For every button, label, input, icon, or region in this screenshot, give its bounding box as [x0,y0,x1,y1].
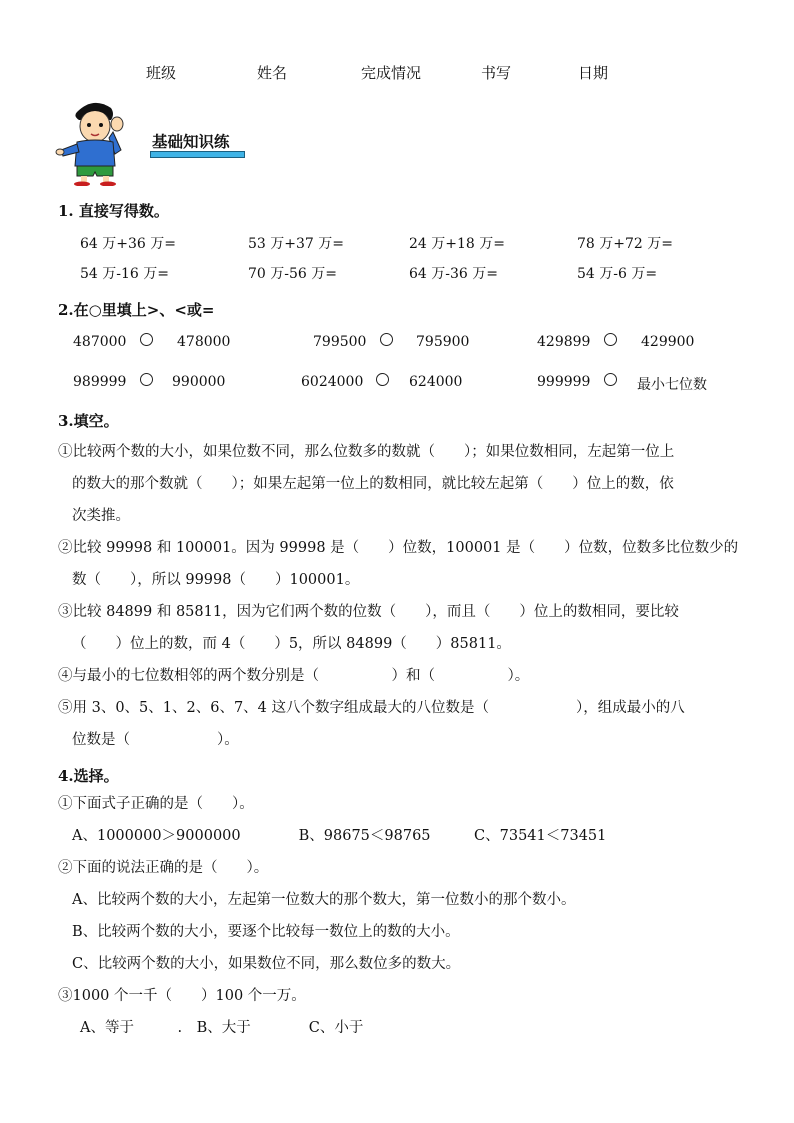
q2-right-number: 478000 [177,334,231,350]
q4-line: ②下面的说法正确的是（ ）。 [58,860,269,876]
compare-circle-icon[interactable] [376,373,389,386]
q2-right-number: 429900 [641,334,695,350]
q3-line: ②比较 99998 和 100001。因为 99998 是（ ）位数，100001 是（ ）位数，位数多比位数少的 [58,540,739,556]
date-label: 日期 [578,64,609,82]
q2-title: 2.在○里填上>、<或= [58,301,215,319]
q2-right-number: 795900 [416,334,470,350]
q3-line: 的数大的那个数就（ ）；如果左起第一位上的数相同，就比较左起第（ ）位上的数，依 [72,476,674,492]
q2-left-number: 999999 [537,374,591,390]
q2-left-number: 6024000 [301,374,364,390]
boy-cartoon-icon [55,98,135,186]
compare-circle-icon[interactable] [380,333,393,346]
q4-title: 4.选择。 [58,767,119,785]
q4-line: ③1000 个一千（ ）100 个一万。 [58,988,306,1004]
section-banner-bar [150,151,245,158]
q2-left-number: 799500 [313,334,367,350]
class-label: 班级 [146,64,177,82]
q4-option-line: C、比较两个数的大小，如果数位不同，那么数位多的数大。 [72,956,461,972]
q2-right-number: 最小七位数 [637,377,707,393]
q3-title: 3.填空。 [58,412,119,430]
q1-item: 64 万-36 万= [409,266,498,282]
q4-line: ①下面式子正确的是（ ）。 [58,796,254,812]
q4-option-line: B、比较两个数的大小，要逐个比较每一数位上的数的大小。 [72,924,460,940]
q1-item: 54 万-6 万= [577,266,658,282]
name-label: 姓名 [257,64,288,82]
q4-option-line: A、等于 . B、大于 C、小于 [80,1020,364,1036]
q3-line: 次类推。 [72,508,130,524]
q4-option-line: A、比较两个数的大小，左起第一位数大的那个数大，第一位数小的那个数小。 [72,892,576,908]
q1-item: 24 万+18 万= [409,236,505,252]
compare-circle-icon[interactable] [604,333,617,346]
q2-left-number: 429899 [537,334,591,350]
q2-right-number: 624000 [409,374,463,390]
compare-circle-icon[interactable] [140,373,153,386]
compare-circle-icon[interactable] [604,373,617,386]
q1-item: 64 万+36 万= [80,236,176,252]
compare-circle-icon[interactable] [140,333,153,346]
completion-label: 完成情况 [361,64,422,82]
q2-left-number: 989999 [73,374,127,390]
q4-option-line: A、1000000＞9000000 B、98675＜98765 C、73541＜73451 [72,828,607,844]
q1-item: 78 万+72 万= [577,236,673,252]
q3-line: 数（ ），所以 99998（ ）100001。 [72,572,360,588]
q3-line: ⑤用 3、0、5、1、2、6、7、4 这八个数字组成最大的八位数是（ ），组成最小的八 [58,700,685,716]
q1-item: 53 万+37 万= [248,236,344,252]
q1-title: 1. 直接写得数。 [58,202,169,220]
q1-item: 54 万-16 万= [80,266,169,282]
q2-right-number: 990000 [172,374,226,390]
q3-line: ①比较两个数的大小，如果位数不同，那么位数多的数就（ ）；如果位数相同，左起第一位上 [58,444,675,460]
q3-line: （ ）位上的数，而 4（ ）5，所以 84899（ ）85811。 [72,636,511,652]
writing-label: 书写 [481,64,512,82]
q3-line: 位数是（ ）。 [72,732,239,748]
q2-left-number: 487000 [73,334,127,350]
section-banner-title: 基础知识练 [152,133,230,151]
q1-item: 70 万-56 万= [248,266,337,282]
q3-line: ④与最小的七位数相邻的两个数分别是（ ）和（ ）。 [58,668,530,684]
q3-line: ③比较 84899 和 85811，因为它们两个数的位数（ ），而且（ ）位上的数相同，要比较 [58,604,679,620]
